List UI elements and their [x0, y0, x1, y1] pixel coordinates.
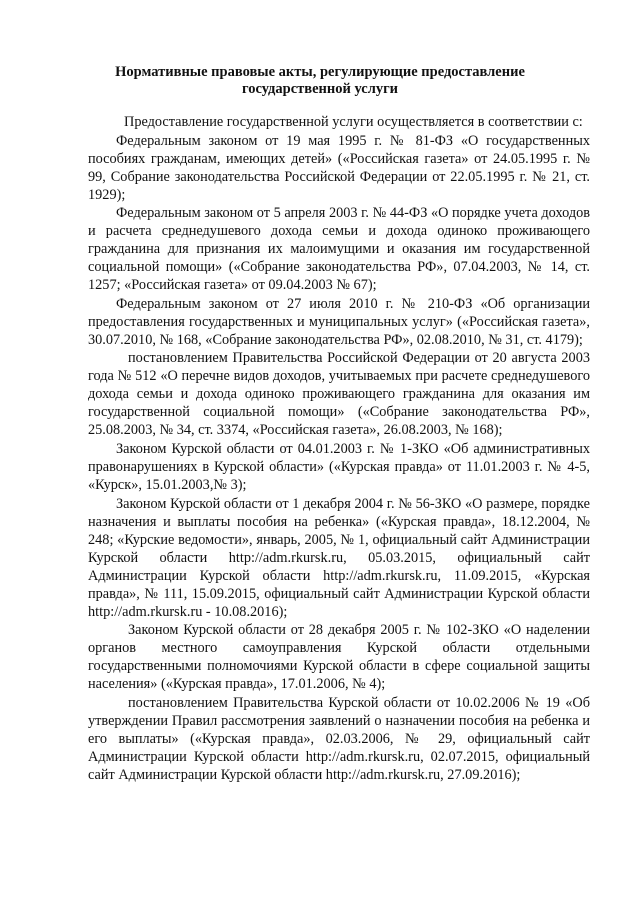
legal-act-item: Законом Курской области от 28 декабря 2005 г. № 102-ЗКО «О наделении органов местного самоуправления Курской области отдельными государственными полномочиями Курской области в сфере социальной защиты населения» («Курская правда», 17.01.2006, № 4); [88, 622, 590, 693]
legal-act-item: Законом Курской области от 1 декабря 2004 г. № 56-ЗКО «О размере, порядке назначения и выплаты пособия на ребенка» («Курская правда», 18.12.2004, № 248; «Курские ведомости», январь, 2005, № 1, официальный сайт Администрации Курской области http://adm.rkursk.ru, 05.03.2015, официальный сайт Администрации Курской области http://adm.rkursk.ru, 11.09.2015, «Курская правда», № 111, 15.09.2015, официальный сайт Администрации Курской области http://adm.rkursk.ru - 10.08.2016); [88, 495, 590, 620]
document-title: Нормативные правовые акты, регулирующие предоставление государственной услуги [115, 64, 525, 97]
legal-act-item: постановлением Правительства Курской области от 10.02.2006 № 19 «Об утверждении Правил рассмотрения заявлений о назначении пособия на ребенка и его выплаты» («Курская правда», 02.03.2006, № 29, официальный сайт Администрации Курской области http://adm.rkursk.ru, 02.07.2015, официальный сайт Администрации Курской области http://adm.rkursk.ru, 27.09.2016); [88, 694, 590, 783]
legal-act-item: Федеральным законом от 27 июля 2010 г. № 210-ФЗ «Об организации предоставления государственных и муниципальных услуг» («Российская газета», 30.07.2010, № 168, «Собрание законодательства РФ», 02.08.2010, № 31, ст. 4179); [88, 295, 590, 348]
legal-act-item: Законом Курской области от 04.01.2003 г. № 1-ЗКО «Об административных правонарушениях в Курской области» («Курская правда» от 11.01.2003 г. № 4-5, «Курск», 15.01.2003,№ 3); [88, 440, 590, 493]
legal-act-item: постановлением Правительства Российской Федерации от 20 августа 2003 года № 512 «О перечне видов доходов, учитываемых при расчете среднедушевого дохода семьи и дохода одиноко проживающего гражданина для оказания им государственной социальной помощи» («Собрание законодательства РФ», 25.08.2003, № 34, ст. 3374, «Российская газета», 26.08.2003, № 168); [88, 350, 590, 439]
legal-act-item: Федеральным законом от 5 апреля 2003 г. № 44-ФЗ «О порядке учета доходов и расчета среднедушевого дохода семьи и дохода одиноко проживающего гражданина для признания их малоимущими и оказания им государственной социальной помощи» («Собрание законодательства РФ», 07.04.2003, № 14, ст. 1257; «Российская газета» от 09.04.2003 № 67); [88, 205, 590, 294]
document-body [88, 113, 590, 784]
legal-act-item: Федеральным законом от 19 мая 1995 г. № 81-ФЗ «О государственных пособиях гражданам, имеющих детей» («Российская газета» от 24.05.1995 г. № 99, Собрание законодательства Российской Федерации от 22.05.1995 г. № 21, ст. 1929); [88, 132, 590, 203]
intro-paragraph: Предоставление государственной услуги осуществляется в соответствии с: [124, 114, 583, 130]
